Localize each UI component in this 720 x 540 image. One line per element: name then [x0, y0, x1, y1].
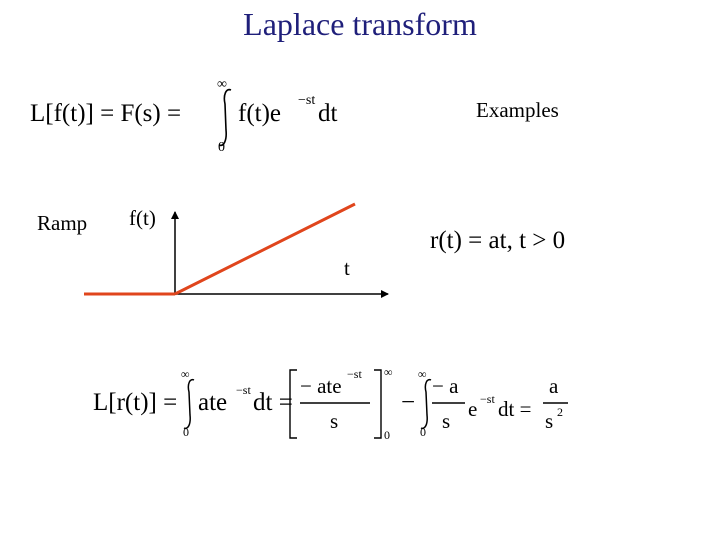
frac3-numerator: a [549, 374, 559, 398]
axis-y-label: f(t) [129, 206, 156, 230]
definition-exponent: −st [298, 93, 316, 108]
int2-lower-limit: 0 [420, 425, 426, 439]
e-term-exp: −st [480, 392, 495, 406]
integral-sign-3 [421, 380, 431, 429]
frac3-denominator: s [545, 409, 554, 433]
transform-lhs: L[r(t)] = [93, 389, 178, 416]
definition-upper-limit: ∞ [217, 77, 227, 92]
frac2-denominator: s [442, 409, 451, 433]
transform-integrand: ate [198, 389, 228, 416]
frac3-denominator-exp: 2 [557, 405, 563, 419]
frac1-numerator-exp: −st [347, 367, 362, 381]
int2-upper-limit: ∞ [418, 367, 427, 381]
definition-lower-limit: 0 [218, 140, 225, 155]
transform-upper-limit: ∞ [181, 367, 190, 381]
ramp-graph [84, 204, 388, 294]
ramp-label: Ramp [37, 211, 88, 235]
integral-sign-2 [184, 380, 194, 429]
frac2-numerator: − a [432, 374, 459, 398]
definition-integrand: f(t)e [238, 100, 282, 127]
eval-lower: 0 [384, 428, 390, 442]
differential-2: dt = [498, 397, 532, 421]
definition-equation [30, 77, 338, 155]
minus-sign: − [401, 389, 416, 416]
examples-label: Examples [476, 98, 559, 122]
definition-lhs: L[f(t)] = F(s) = [30, 100, 182, 127]
ramp-line [175, 204, 355, 294]
frac1-numerator: − ate [300, 374, 342, 398]
right-bracket [374, 370, 381, 438]
frac1-denominator: s [330, 409, 339, 433]
integral-sign [219, 90, 231, 146]
transform-differential: dt = [253, 389, 293, 416]
axis-x-label: t [344, 256, 350, 280]
definition-differential: dt [318, 100, 338, 127]
ramp-transform-equation [93, 365, 568, 442]
slide-title: Laplace transform [243, 6, 477, 42]
transform-exponent: −st [236, 383, 251, 397]
e-term: e [468, 397, 478, 421]
ramp-definition: r(t) = at, t > 0 [430, 227, 566, 254]
transform-lower-limit: 0 [183, 425, 189, 439]
eval-upper: ∞ [384, 365, 393, 379]
